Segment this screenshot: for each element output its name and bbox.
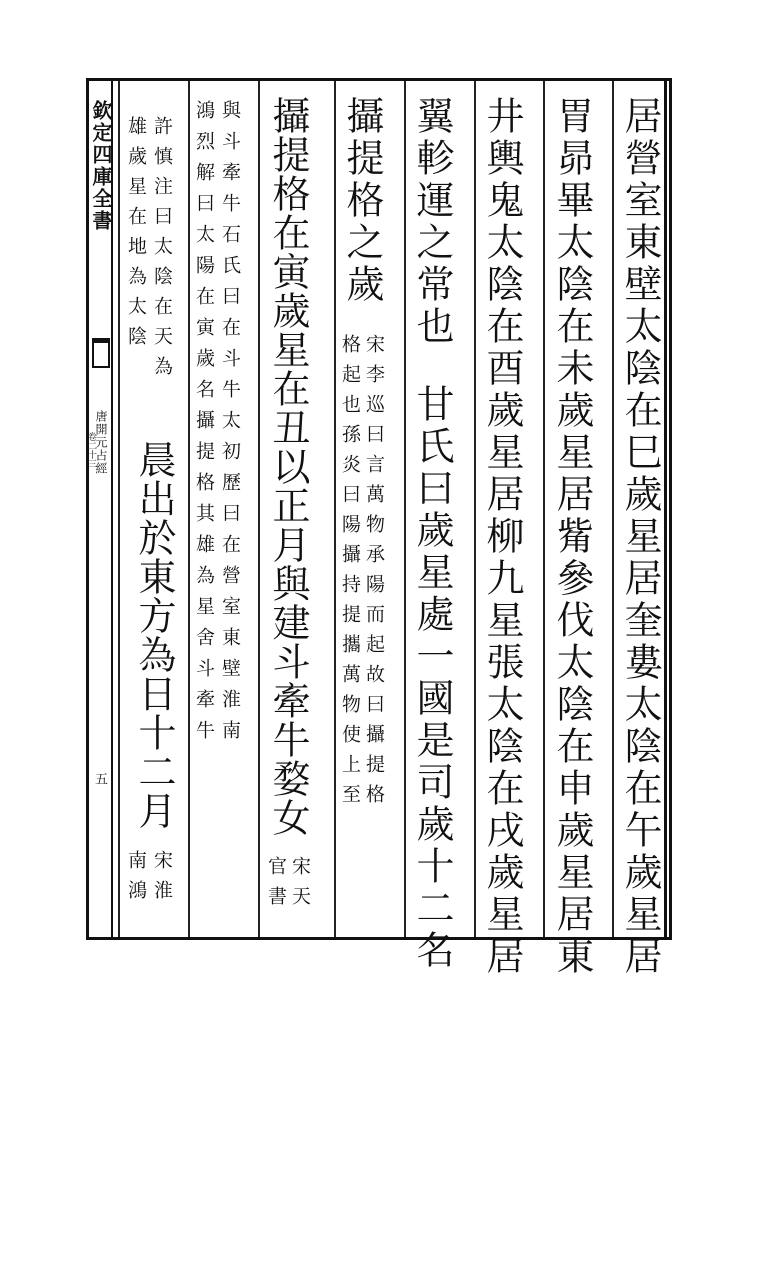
text-column-3: 井輿鬼太陰在酉歲星居柳九星張太陰在戌歲星居 bbox=[480, 96, 524, 978]
commentary-line-5b: 格起也孫炎曰陽攝持提攜萬物使上至 bbox=[339, 334, 361, 814]
collection-title: 欽定四庫全書 bbox=[89, 100, 113, 232]
text-column-4-note: 甘氏曰歲星處一國是司歲十二名 bbox=[410, 384, 454, 972]
fishtail-mark bbox=[92, 338, 110, 368]
commentary-line-7b: 鴻烈解曰太陽在寅歲名攝提格其雄為星舍斗牽牛 bbox=[193, 100, 215, 751]
commentary-line-5a: 宋李巡曰言萬物承陽而起故曰攝提格 bbox=[363, 334, 385, 814]
commentary-line-7a: 與斗牽牛石氏曰在斗牛太初歷曰在營室東壁淮南 bbox=[219, 100, 241, 751]
commentary-line-8a: 許慎注曰太陰在天為 bbox=[151, 116, 173, 386]
column-rule bbox=[188, 81, 190, 937]
text-column-6-main: 攝提格在寅歲星在丑以正月與建斗牽牛婺女 bbox=[266, 96, 310, 837]
column-rule bbox=[543, 81, 545, 937]
commentary-tail-6a: 宋天 bbox=[289, 856, 311, 916]
juan-label: 卷二十三 bbox=[86, 432, 96, 468]
column-rule bbox=[334, 81, 336, 937]
column-rule bbox=[404, 81, 406, 937]
book-title: 唐開元占經 bbox=[94, 410, 108, 475]
text-column-4-main: 翼軫運之常也 bbox=[410, 96, 454, 348]
column-rule bbox=[258, 81, 260, 937]
text-column-8-main: 晨出於東方為日十二月 bbox=[132, 440, 176, 830]
page-number: 五 bbox=[92, 772, 107, 785]
text-column-5-main: 攝提格之歲 bbox=[340, 96, 384, 306]
column-rule bbox=[612, 81, 614, 937]
column-rule bbox=[118, 81, 120, 937]
text-column-1: 居營室東壁太陰在巳歲星居奎婁太陰在午歲星居 bbox=[618, 96, 662, 978]
text-column-2: 胃昴畢太陰在未歲星居觜參伐太陰在申歲星居東 bbox=[550, 96, 594, 978]
commentary-line-8b: 雄歲星在地為太陰 bbox=[125, 116, 147, 356]
commentary-tail-8a: 宋淮 bbox=[151, 850, 173, 910]
commentary-tail-6b: 官書 bbox=[265, 856, 287, 916]
commentary-tail-8b: 南鴻 bbox=[125, 850, 147, 910]
column-rule bbox=[474, 81, 476, 937]
right-border-rule bbox=[664, 78, 667, 940]
